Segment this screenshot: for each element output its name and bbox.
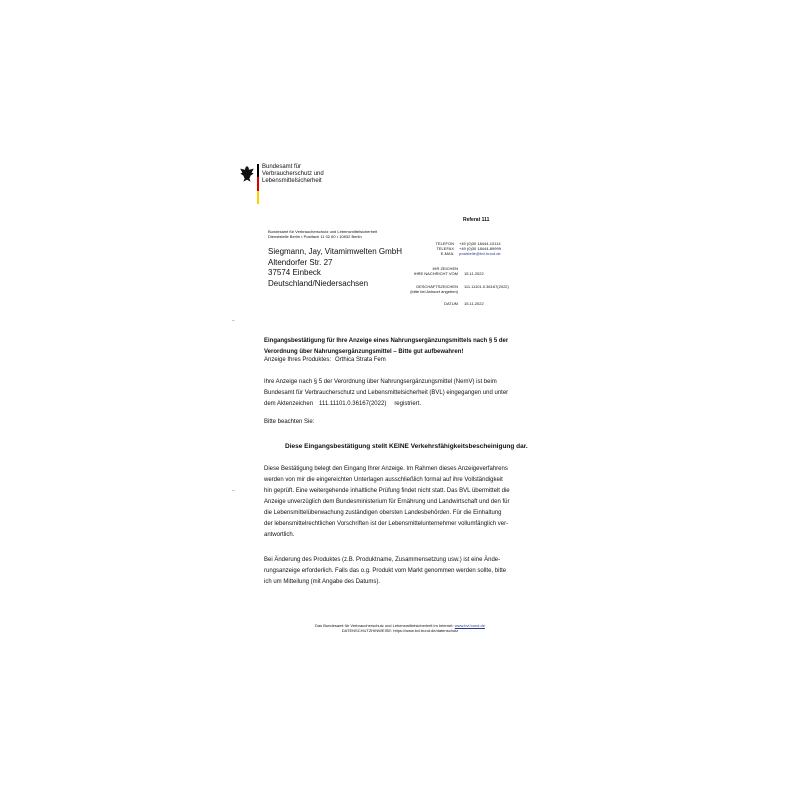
subject-line: Eingangsbestätigung für Ihre Anzeige eines Nahrungsergänzungsmittels nach § 5 der — [264, 338, 509, 344]
flag-red — [257, 177, 259, 190]
paragraph-line: antwortlich. — [264, 532, 295, 538]
datum-label: DATUM — [444, 301, 458, 306]
ihre-nachricht-label: IHRE NACHRICHT VOM — [413, 271, 458, 276]
paragraph-line: Anzeige unverzüglich dem Bundesministerium für Ernährung und Landwirtschaft und den für — [264, 499, 510, 505]
paragraph-line: ich um Mitteilung (mit Angabe des Datums). — [264, 579, 381, 585]
website-link[interactable]: www.bvl.bund.de — [454, 623, 485, 628]
reference-number: 111.11101.0.36167(2022) — [319, 401, 387, 407]
fold-mark: – — [232, 488, 235, 494]
emphasis-statement: Diese Eingangsbestätigung stellt KEINE Verkehrsfähigkeitsbescheinigung dar. — [285, 443, 528, 450]
footer-text: Das Bundesamt für Verbraucherschutz und Lebensmittelsicherheit im Internet: — [315, 623, 454, 628]
paragraph-scope — [264, 464, 510, 541]
paragraph-registration — [264, 377, 508, 410]
phone-value: +49 (0)30 18444-10114 — [459, 241, 501, 246]
geschaeftszeichen-note: (bitte bei Antwort angeben) — [410, 289, 458, 294]
paragraph-line: Bei Änderung des Produktes (z.B. Produktname, Zusammensetzung usw.) ist eine Ände- — [264, 557, 501, 563]
datum-value: 15.11.2022 — [464, 301, 484, 306]
sender-line: Bundesamt für Verbraucherschutz und Lebensmittelsicherheit — [268, 229, 378, 234]
paragraph-line: der lebensmittelrechtlichen Vorschriften ist der Lebensmittelunternehmer vollumfänglich ver- — [264, 521, 509, 527]
datum-block — [400, 301, 530, 307]
recipient-line: Altendorfer Str. 27 — [268, 257, 333, 267]
fold-mark: – — [232, 318, 235, 324]
org-line: Lebensmittelsicherheit — [262, 178, 322, 184]
product-label: Anzeige Ihres Produktes: — [264, 357, 332, 363]
recipient-line: Siegmann, Jay, Vitamimwelten GmbH — [268, 247, 402, 256]
subject-line: Verordnung über Nahrungsergänzungsmittel – Bitte gut aufbewahren! — [264, 348, 464, 355]
geschaeftszeichen-value: 111.11101.0.36167(2022) — [464, 284, 509, 289]
recipient-line: Deutschland/Niedersachsen — [268, 278, 369, 288]
email-link[interactable]: poststelle@bvl.bund.de — [459, 251, 501, 256]
paragraph-line: die Lebensmittelüberwachung zuständigen obersten Landesbehörden. Für die Einhaltung — [264, 510, 502, 516]
product-line — [264, 357, 386, 363]
product-name: Orthica Strata Fem — [335, 357, 386, 363]
paragraph-line: Ihre Anzeige nach § 5 der Verordnung über Nahrungsergänzungsmittel (NemV) ist beim — [264, 379, 497, 385]
flag-black — [257, 164, 259, 177]
email-label: E-MAIL — [440, 251, 454, 256]
contact-block — [400, 241, 530, 256]
reference-number-line — [264, 399, 508, 410]
org-line: Verbraucherschutz und — [262, 171, 324, 177]
geschaeftszeichen-label: GESCHÄFTSZEICHEN — [415, 284, 458, 289]
paragraph-line: hin geprüft. Eine weitergehende inhaltliche Prüfung findet nicht statt. Das BVL übermittelt die — [264, 488, 510, 494]
ihr-zeichen-label: IHR ZEICHEN — [432, 266, 458, 271]
phone-label: TELEFON — [435, 241, 454, 246]
paragraph-line: rungsanzeige erforderlich. Falls das o.g. Produkt vom Markt genommen werden sollte, bitte — [264, 568, 507, 574]
federal-eagle-icon — [240, 166, 254, 182]
paragraph-line: Bundesamt für Verbraucherschutz und Lebensmittelsicherheit (BVL) eingegangen und unter — [264, 390, 509, 396]
org-name — [262, 164, 324, 185]
privacy-notice: DATENSCHUTZHINWEISE: https://www.bvl.bund.de/datenschutz — [341, 628, 459, 633]
paragraph-line: Diese Bestätigung belegt den Eingang Ihrer Anzeige. Im Rahmen dieses Anzeigeverfahrens — [264, 466, 508, 472]
org-line: Bundesamt für — [262, 164, 302, 170]
reference-prefix: dem Aktenzeichen — [264, 401, 314, 407]
flag-gold — [257, 191, 259, 204]
recipient-line: 37574 Einbeck — [268, 268, 321, 277]
reference-block — [400, 266, 530, 280]
bvl-logo — [240, 162, 360, 204]
fax-value: +49 (0)30 18444-89999 — [459, 246, 501, 251]
paragraph-line: werden von mir die eingereichten Unterlagen ausschließlich formal auf ihre Vollständigkeit — [264, 477, 503, 483]
federal-flag-bar — [257, 164, 259, 204]
paragraph-changes — [264, 555, 506, 588]
contact-row-email — [400, 251, 530, 256]
sender-return-address — [268, 229, 377, 239]
referat-label: Referat 111 — [463, 217, 490, 223]
reference-suffix: registriert. — [394, 401, 421, 407]
ihre-nachricht-value: 15.11.2022 — [464, 271, 484, 276]
note-heading: Bitte beachten Sie: — [264, 419, 315, 425]
subject — [264, 336, 508, 357]
footer — [270, 623, 530, 633]
geschaeftszeichen-block — [400, 284, 530, 298]
fax-label: TELEFAX — [436, 246, 454, 251]
sender-line: Dienststelle Berlin • Postfach 11 02 60 • 10832 Berlin — [268, 234, 362, 239]
recipient-address — [268, 247, 402, 289]
